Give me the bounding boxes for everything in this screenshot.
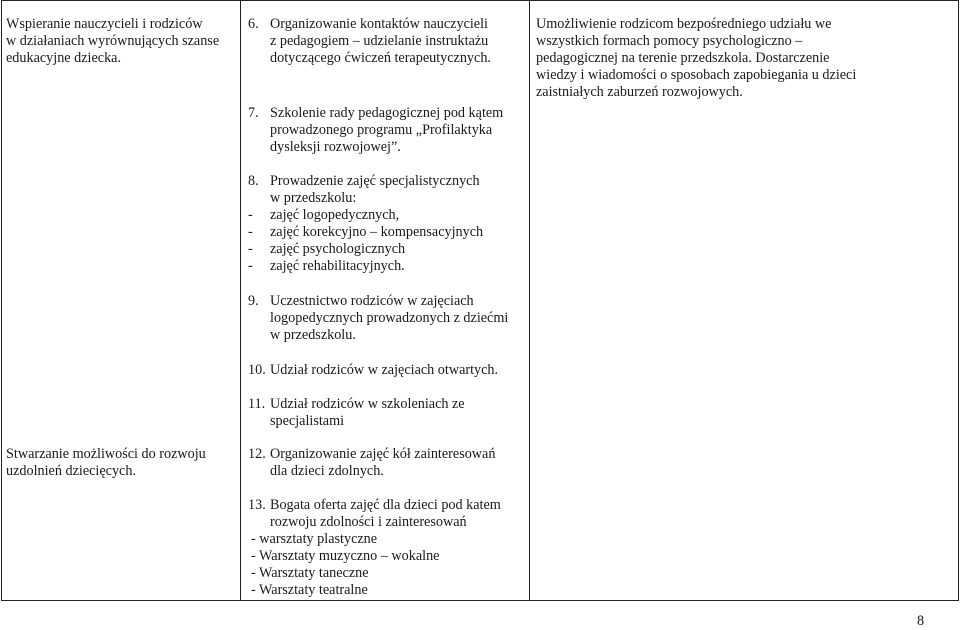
sub-item-text: - Warsztaty taneczne (251, 565, 369, 581)
item-number: 6. (248, 16, 259, 32)
goal-text-support-teachers-parents (6, 16, 234, 67)
table-right-border (958, 0, 959, 601)
item-number: 12. (248, 446, 266, 462)
effect-text-parents-participation (536, 16, 956, 101)
sub-item-text: zajęć korekcyjno – kompensacyjnych (270, 224, 484, 240)
table-col-divider-1 (240, 0, 241, 601)
item-number: 9. (248, 293, 259, 309)
sub-item (248, 207, 483, 224)
sub-item (248, 224, 484, 241)
text-line: Wspieranie nauczycieli i rodziców (6, 16, 203, 32)
sub-item (248, 241, 483, 258)
sub-item-text: - warsztaty plastyczne (251, 531, 378, 547)
dash-bullet: - (248, 241, 253, 257)
text-line: Uczestnictwo rodziców w zajęciach (270, 293, 474, 309)
text-line: dla dzieci zdolnych. (270, 463, 384, 479)
text-line: w przedszkolu. (270, 327, 356, 343)
table-bottom-border (1, 600, 959, 601)
text-line: Udział rodziców w szkoleniach ze (270, 396, 465, 412)
text-line: dysleksji rozwojowej”. (270, 139, 401, 155)
item-number: 7. (248, 105, 259, 121)
sub-item-text: zajęć rehabilitacyjnych. (270, 258, 405, 274)
text-line: Organizowanie kontaktów nauczycieli (270, 16, 488, 32)
item-number: 8. (248, 173, 259, 189)
text-line: zaistniałych zaburzeń rozwojowych. (536, 84, 743, 100)
text-line: Szkolenie rady pedagogicznej pod kątem (270, 105, 504, 121)
text-line: edukacyjne dziecka. (6, 50, 122, 66)
sub-item (248, 258, 483, 275)
item-number: 10. (248, 362, 266, 378)
text-line: Stwarzanie możliwości do rozwoju (6, 446, 206, 462)
table-left-border (1, 0, 2, 601)
text-line: specjalistami (270, 413, 345, 429)
text-line: Bogata oferta zajęć dla dzieci pod katem (270, 497, 501, 513)
goal-text-develop-talents (6, 446, 234, 480)
text-line: pedagogicznej na terenie przedszkola. Dostarczenie (536, 50, 830, 66)
text-line: w przedszkolu: (270, 190, 357, 206)
text-line: prowadzonego programu „Profilaktyka (270, 122, 493, 138)
text-line: Organizowanie zajęć kół zainteresowań (270, 446, 496, 462)
text-line: wszystkich formach pomocy psychologiczno – (536, 33, 803, 49)
text-line: w działaniach wyrównujących szanse (6, 33, 220, 49)
sub-item-text: - Warsztaty teatralne (251, 582, 368, 598)
sub-item-text: zajęć psychologicznych (270, 241, 406, 257)
sub-item-text: zajęć logopedycznych, (270, 207, 400, 223)
dash-bullet: - (248, 258, 253, 274)
table-col-divider-2 (529, 0, 530, 601)
text-line: Prowadzenie zajęć specjalistycznych (270, 173, 480, 189)
page-number: 8 (917, 613, 925, 629)
text-line: uzdolnień dziecięcych. (6, 463, 136, 479)
sub-item-text: - Warsztaty muzyczno – wokalne (251, 548, 440, 564)
text-line: Umożliwienie rodzicom bezpośredniego udziału we (536, 16, 832, 32)
text-line: rozwoju zdolności i zainteresowań (270, 514, 467, 530)
item-number: 11. (248, 396, 266, 412)
text-line: z pedagogiem – udzielanie instruktażu (270, 33, 489, 49)
text-line: wiedzy i wiadomości o sposobach zapobiegania u dzieci (536, 67, 857, 83)
text-line: Udział rodziców w zajęciach otwartych. (270, 362, 499, 378)
table-top-border (1, 0, 959, 1)
dash-bullet: - (248, 207, 253, 223)
item-number: 13. (248, 497, 266, 513)
text-line: logopedycznych prowadzonych z dziećmi (270, 310, 509, 326)
dash-bullet: - (248, 224, 253, 240)
text-line: dotyczącego ćwiczeń terapeutycznych. (270, 50, 491, 66)
